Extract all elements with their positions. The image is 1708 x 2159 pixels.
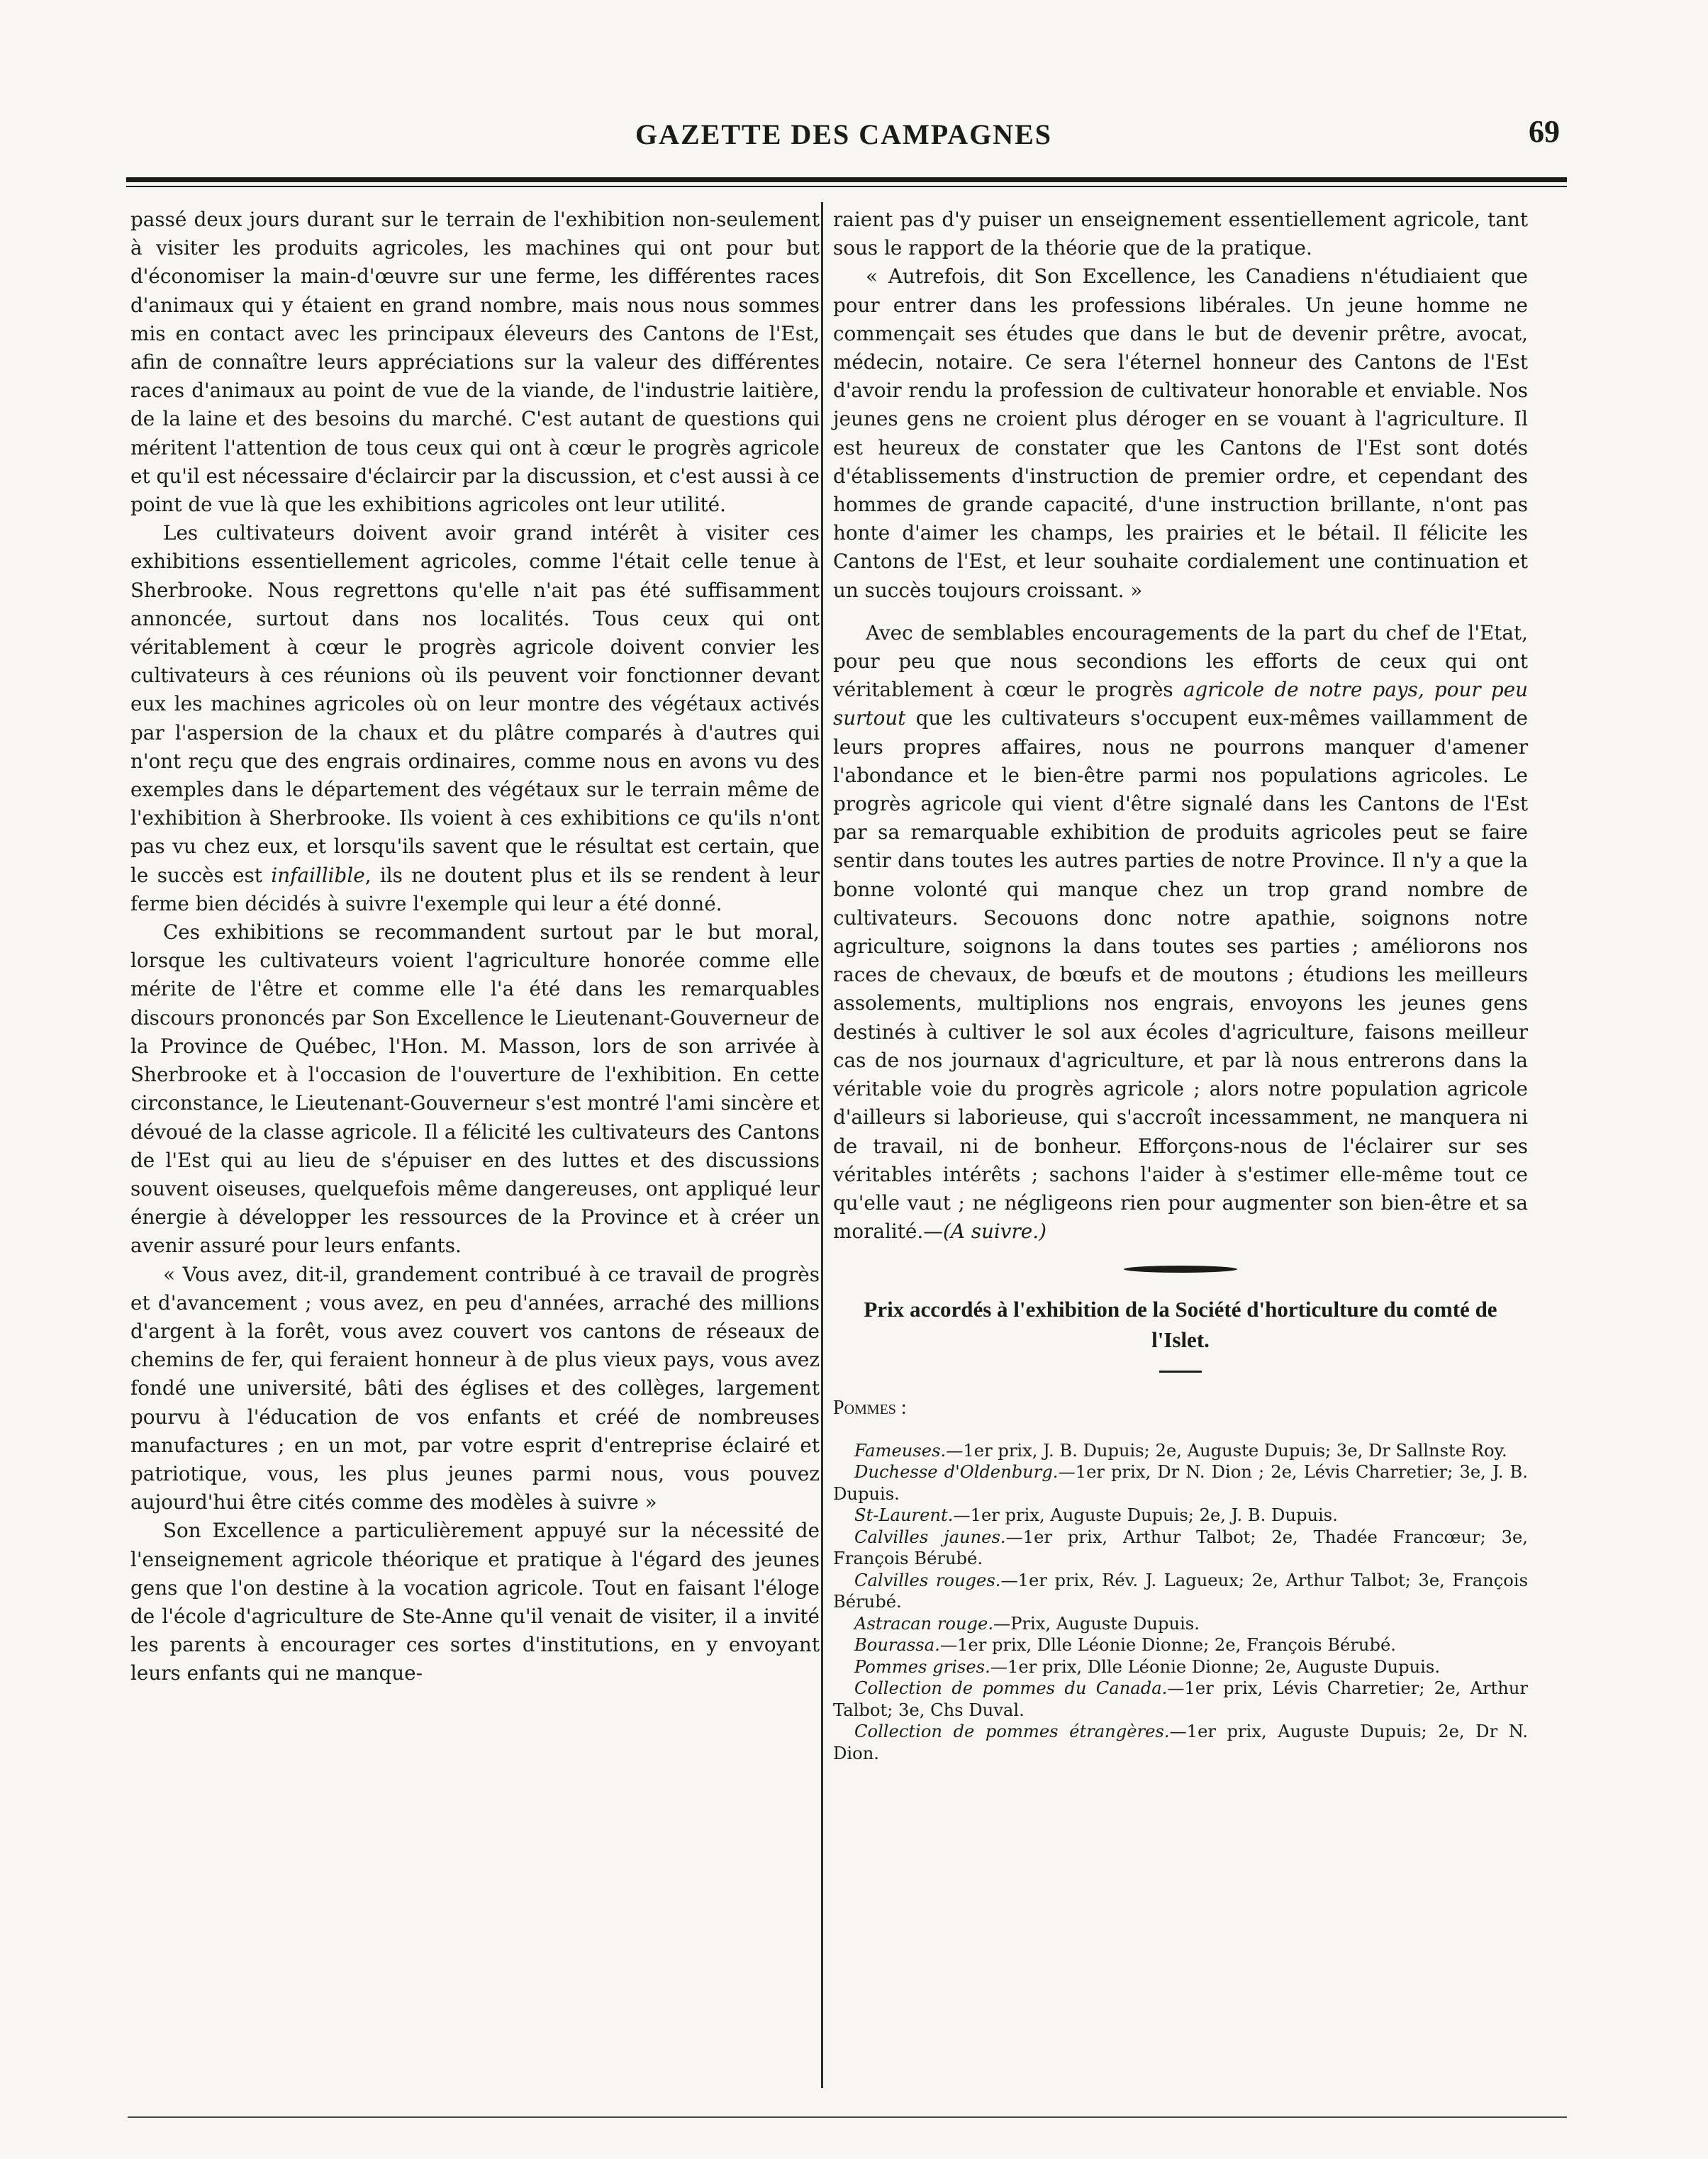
prize-winners: —1er prix, Auguste Dupuis; 2e, Dr N. Dion.	[833, 1722, 1529, 1763]
left-column	[130, 206, 820, 1688]
prize-winners: —1er prix, Dr N. Dion ; 2e, Lévis Charretier; 3e, J. B. Dupuis.	[833, 1462, 1528, 1504]
section-title: Prix accordés à l'exhibition de la Société d'horticulture du comté de l'Islet.	[864, 1297, 1497, 1353]
prize-winners: —1er prix, J. B. Dupuis; 2e, Auguste Dupuis; 3e, Dr Sallnste Roy.	[946, 1440, 1507, 1461]
prize-variety: St-Laurent.	[854, 1505, 954, 1526]
prize-entry	[833, 1678, 1528, 1721]
prize-entry	[833, 1613, 1528, 1635]
prize-winners: —1er prix, Rév. J. Lagueux; 2e, Arthur Talbot; 3e, François Bérubé.	[833, 1570, 1528, 1612]
prize-entry	[833, 1634, 1528, 1656]
prize-entry	[833, 1461, 1528, 1505]
quote-paragraph: « Autrefois, dit Son Excellence, les Canadiens n'étudiaient que pour entrer dans les professions libérales. Un jeune homme ne commençait ses études que dans le but de devenir prêtre, avocat, médecin, notaire. Ce sera l'éternel honneur des Cantons de l'Est d'avoir rendu la profession de cultivateur honorable et enviable. Nos jeunes gens ne croient plus déroger en se vouant à l'agriculture. Il est heureux de constater que les Cantons de l'Est sont dotés d'établissements d'instruction de premier ordre, et cependant des hommes de grande capacité, d'une instruction brillante, n'ont pas honte d'aimer les champs, les prairies et le bétail. Il félicite les Cantons de l'Est, et leur souhaite cordialement une continuation et un succès toujours croissant. »	[833, 264, 1528, 602]
paragraph: raient pas d'y puiser un enseignement essentiellement agricole, tant sous le rapport de la théorie que de la pratique.	[833, 208, 1528, 260]
paragraph: passé deux jours durant sur le terrain de l'exhibition non-seulement à visiter les produits agricoles, les machines qui ont pour but d'économiser la main-d'œuvre sur une ferme, les différentes races d'animaux qui y étaient en grand nombre, mais nous nous sommes mis en contact avec les principaux éleveurs des Cantons de l'Est, afin de connaître leurs appréciations sur la valeur des différentes races d'animaux au point de vue de la viande, de l'industrie laitière, de la laine et des besoins du marché. C'est autant de questions qui méritent l'attention de tous ceux qui ont à cœur le progrès agricole et qu'il est nécessaire d'éclaircir par la discussion, et c'est aussi à ce point de vue là que les exhibitions agricoles ont leur utilité.	[130, 208, 820, 517]
page-number: 69	[1529, 114, 1560, 149]
section-rule	[1159, 1371, 1202, 1373]
prize-entry	[833, 1656, 1528, 1678]
prize-entry	[833, 1505, 1528, 1527]
category-heading: Pommes :	[833, 1397, 907, 1419]
prize-winners: —1er prix, Lévis Charretier; 2e, Arthur Talbot; 3e, Chs Duval.	[833, 1678, 1528, 1720]
prize-variety: Collection de pommes du Canada.	[854, 1678, 1168, 1699]
prize-variety: Fameuses.	[854, 1440, 947, 1461]
prize-winners: —1er prix, Auguste Dupuis; 2e, J. B. Dupuis.	[953, 1505, 1338, 1526]
right-column	[833, 206, 1528, 1764]
prize-winners: —1er prix, Arthur Talbot; 2e, Thadée Francœur; 3e, François Bérubé.	[833, 1527, 1528, 1569]
prize-variety: Bourassa.	[854, 1635, 940, 1656]
prize-variety: Pommes grises.	[854, 1656, 990, 1677]
prize-winners: —1er prix, Dlle Léonie Dionne; 2e, Auguste Dupuis.	[990, 1656, 1441, 1677]
paragraph: Les cultivateurs doivent avoir grand intérêt à visiter ces exhibitions essentiellement agricoles, comme l'était celle tenue à Sherbrooke. Nous regrettons qu'elle n'ait pas été suffisamment annoncée, surtout dans nos localités. Tous ceux qui ont véritablement à cœur le progrès agricole doivent convier les cultivateurs à ces réunions où ils peuvent voir fonctionner devant eux les machines agricoles où on leur montre des végétaux activés par l'aspersion de la chaux et du plâtre comparés à d'autres qui n'ont reçu que des engrais ordinaires, comme nous en avons vu des exemples dans le département des végétaux sur le terrain même de l'exhibition à Sherbrooke. Ils voient à ces exhibitions ce qu'ils n'ont pas vu chez eux, et lorsqu'ils savent que le résultat est certain, que le succès est infaillible, ils ne doutent plus et ils se rendent à leur ferme bien décidés à suivre l'exemple qui leur a été donné.	[130, 521, 820, 915]
bottom-rule	[128, 2116, 1567, 2118]
prize-variety: Collection de pommes étrangères.	[854, 1722, 1170, 1742]
prize-variety: Astracan rouge.	[854, 1613, 994, 1634]
header-rule-thin	[126, 186, 1567, 187]
paragraph: Ces exhibitions se recommandent surtout par le but moral, lorsque les cultivateurs voient l'agriculture honorée comme elle mérite de l'être et comme elle l'a été dans les remarquables discours prononcés par Son Excellence le Lieutenant-Gouverneur de la Province de Québec, l'Hon. M. Masson, lors de son arrivée à Sherbrooke et à l'occasion de l'ouverture de l'exhibition. En cette circonstance, le Lieutenant-Gouverneur s'est montré l'ami sincère et dévoué de la classe agricole. Il a félicité les cultivateurs des Cantons de l'Est qui au lieu de s'épuiser en des luttes et des discussions souvent oiseuses, quelquefois même dangereuses, ont appliqué leur énergie à développer les ressources de la Province et à créer un avenir assuré pour leurs enfants.	[130, 920, 820, 1258]
prize-variety: Calvilles rouges.	[854, 1570, 1001, 1590]
prize-entry	[833, 1440, 1528, 1462]
page-header	[128, 113, 1560, 156]
prize-winners: —1er prix, Dlle Léonie Dionne; 2e, François Bérubé.	[939, 1635, 1396, 1656]
prize-variety: Duchesse d'Oldenburg.	[854, 1462, 1059, 1483]
paragraph: Son Excellence a particulièrement appuyé sur la nécessité de l'enseignement agricole théorique et pratique à l'égard des jeunes gens que l'on destine à la vocation agricole. Tout en faisant l'éloge de l'école d'agriculture de Ste-Anne qu'il venait de visiter, il a invité les parents à encourager ces sortes d'institutions, en y envoyant leurs enfants qui ne manque-	[130, 1519, 820, 1685]
paragraph: Avec de semblables encouragements de la part du chef de l'Etat, pour peu que nous secondions les efforts de ceux qui ont véritablement à cœur le progrès agricole de notre pays, pour peu surtout que les cultivateurs s'occupent eux-mêmes vaillamment de leurs propres affaires, nous ne pourrons manquer d'amener l'abondance et le bien-être parmi nos populations agricoles. Le progrès agricole qui vient d'être signalé dans les Cantons de l'Est par sa remarquable exhibition de produits agricoles peut se faire sentir dans toutes les autres parties de notre Province. Il n'y a que la bonne volonté qui manque chez un trop grand nombre de cultivateurs. Secouons donc notre apathie, soignons notre agriculture, soignons la dans toutes ses parties ; améliorons nos races de chevaux, de bœufs et de moutons ; étudions les meilleurs assolements, multiplions nos engrais, envoyons les jeunes gens destinés à cultiver le sol aux écoles d'agriculture, faisons meilleur cas de nos journaux d'agriculture, et par là nous entrerons dans la véritable voie du progrès agricole ; alors notre population agricole d'ailleurs si laborieuse, qui s'accroît incessamment, ne manquera ni de travail, ni de bonheur. Efforçons-nous de l'éclairer sur ses véritables intérêts ; sachons l'aider à s'estimer elle-même tout ce qu'elle vaut ; ne négligeons rien pour augmenter son bien-être et sa moralité.—(A suivre.)	[833, 620, 1528, 1244]
journal-title: GAZETTE DES CAMPAGNES	[635, 118, 1052, 150]
header-rule-thick	[126, 177, 1567, 182]
prize-variety: Calvilles jaunes.	[854, 1527, 1006, 1547]
prize-entry	[833, 1527, 1528, 1570]
prize-list	[833, 1440, 1528, 1765]
prize-winners: —Prix, Auguste Dupuis.	[993, 1613, 1200, 1634]
column-divider	[821, 202, 823, 2088]
prize-entry	[833, 1570, 1528, 1613]
section-ornament	[1124, 1266, 1237, 1273]
quote-paragraph: « Vous avez, dit-il, grandement contribué à ce travail de progrès et d'avancement ; vous avez, en peu d'années, arraché des millions d'argent à la forêt, vous avez couvert vos cantons de réseaux de chemins de fer, qui feraient honneur à de plus vieux pays, vous avez fondé une université, bâti des églises et des collèges, largement pourvu à l'éducation de vos enfants et créé de nombreuses manufactures ; en un mot, par votre esprit d'entreprise éclairé et patriotique, vous, les plus jeunes parmi nous, vous pouvez aujourd'hui être cités comme des modèles à suivre »	[130, 1262, 820, 1514]
prize-entry	[833, 1721, 1528, 1764]
